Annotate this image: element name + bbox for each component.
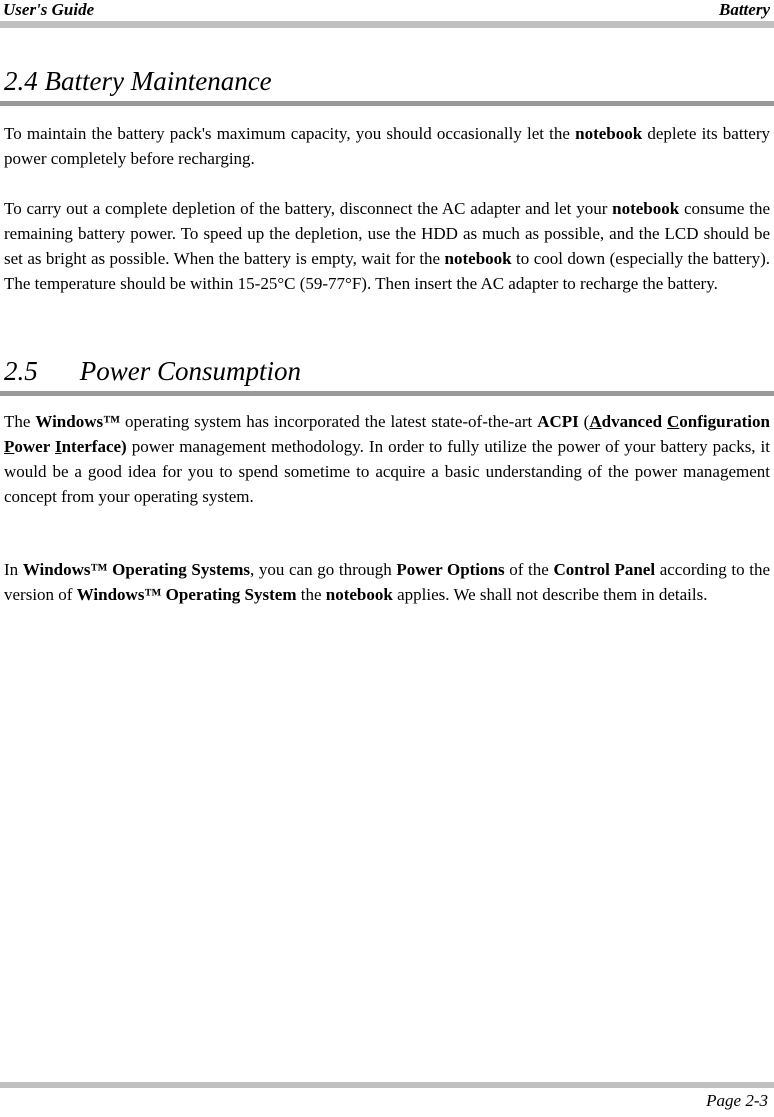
section-2-5-rule [0,391,774,396]
footer-rule [0,1082,774,1088]
section-2-4-paragraph-2: To carry out a complete depletion of the battery, disconnect the AC adapter and let your notebook consume the remaining battery power. To speed up the depletion, use the HDD as much as possible, and the LCD should be set as bright as possible. When the battery is empty, wait for the notebook to cool down (especially the battery). The temperature should be within 15-25°C (59-77°F). Then insert the AC adapter to recharge the battery. [4,199,770,293]
section-2-4-paragraph-1: To maintain the battery pack's maximum capacity, you should occasionally let the notebook deplete its battery power completely before recharging. [4,124,771,168]
section-2-5-paragraph-1: The Windows™ operating system has incorporated the latest state-of-the-art ACPI (Advanced Configuration Power Interface) power management methodology. In order to fully utilize the power of your battery packs, it would be a good idea for you to spend sometime to acquire a basic understanding of the power management concept from your operating system. [4,412,771,506]
header-rule [0,21,774,28]
section-2-5-title: Power Consumption [79,356,302,386]
section-2-4-rule [0,101,774,106]
section-2-5-heading [4,356,301,387]
page-number: Page 2-3 [706,1091,768,1110]
section-2-5-paragraph-2: In Windows™ Operating Systems, you can go through Power Options of the Control Panel according to the version of Windows™ Operating System the notebook applies. We shall not describe them in details. [4,560,770,604]
running-header-right: Battery [719,0,770,19]
section-2-4-heading: 2.4 Battery Maintenance [4,66,272,96]
running-header-left: User's Guide [3,0,95,19]
section-2-5-number: 2.5 [4,356,38,386]
